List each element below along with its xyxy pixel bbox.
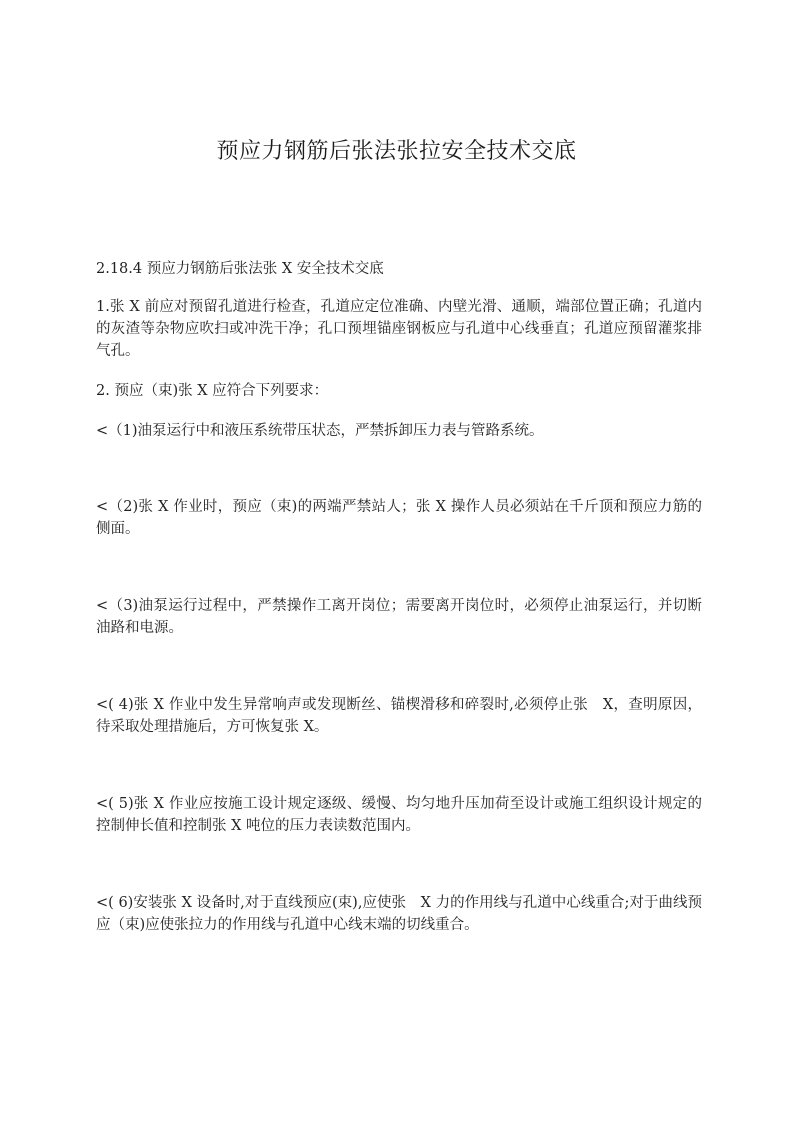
requirement-item-2: <（2)张 X 作业时，预应（束)的两端严禁站人；张 X 操作人员必须站在千斤顶和预应力筋的侧面。	[96, 499, 702, 537]
requirement-item-5: <( 5)张 X 作业应按施工设计规定逐级、缓慢、均匀地升压加荷至设计或施工组织设计规定的控制伸长值和控制张 X 吨位的压力表读数范围内。	[96, 796, 702, 834]
paragraph-inspection: 1.张 X 前应对预留孔道进行检查，孔道应定位准确、内壁光滑、通顺，端部位置正确；孔道内的灰渣等杂物应吹扫或冲洗干净；孔口预埋锚座钢板应与孔道中心线垂直；孔道应预留灌浆排气孔。	[96, 299, 702, 359]
requirement-item-6: <( 6)安装张 X 设备时,对于直线预应(束),应使张 X 力的作用线与孔道中心线重合;对于曲线预应（束)应使张拉力的作用线与孔道中心线末端的切线重合。	[96, 895, 702, 933]
section-heading: 2.18.4 预应力钢筋后张法张 X 安全技术交底	[96, 261, 384, 277]
paragraph-requirements-intro: 2. 预应（束)张 X 应符合下列要求：	[96, 383, 329, 399]
requirement-item-1: <（1)油泵运行中和液压系统带压状态，严禁拆卸压力表与管路系统。	[96, 423, 544, 439]
requirement-item-3: <（3)油泵运行过程中，严禁操作工离开岗位；需要离开岗位时，必须停止油泵运行，并切断油路和电源。	[96, 598, 702, 636]
page-title: 预应力钢筋后张法张拉安全技术交底	[216, 139, 577, 164]
requirement-item-4: <( 4)张 X 作业中发生异常响声或发现断丝、锚楔滑移和碎裂时,必须停止张 X，查明原因，待采取处理措施后，方可恢复张 X。	[96, 697, 702, 735]
